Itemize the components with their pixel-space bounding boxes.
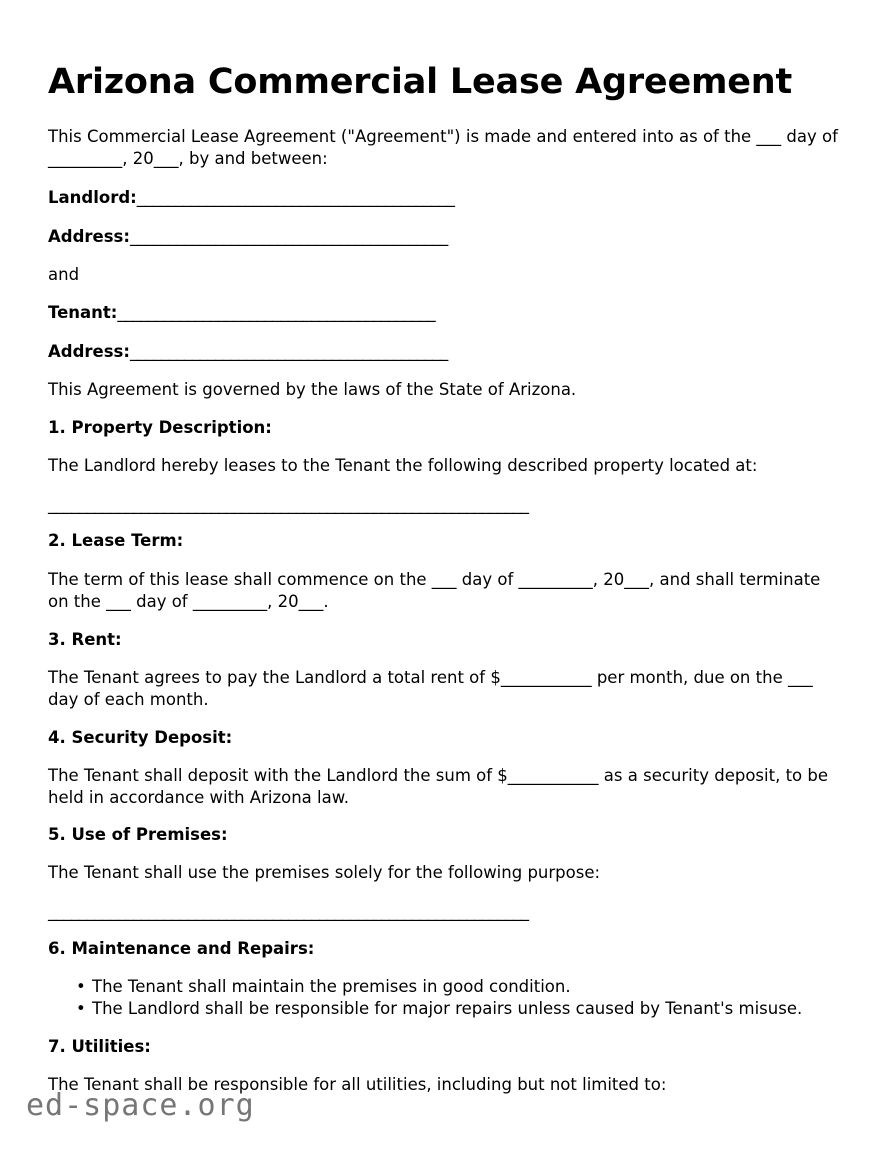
lease-term-body: The term of this lease shall commence on the ___ day of _________, 20___, and shall terminate on the ___ day of _________, 20___. <box>48 570 821 611</box>
section-heading-utilities: 7. Utilities: <box>48 1037 151 1056</box>
property-description-body: The Landlord hereby leases to the Tenant the following described property located at: <box>48 456 758 475</box>
landlord-label: Landlord: <box>48 188 137 207</box>
tenant-label: Tenant: <box>48 303 118 322</box>
security-deposit-body: The Tenant shall deposit with the Landlord the sum of $___________ as a security deposit, to be held in accordance with Arizona law. <box>48 766 829 807</box>
utilities-body: The Tenant shall be responsible for all utilities, including but not limited to: <box>48 1075 667 1094</box>
use-of-premises-body: The Tenant shall use the premises solely for the following purpose: <box>48 863 601 882</box>
tenant-address-label: Address: <box>48 342 130 361</box>
section-heading-maintenance-and-repairs: 6. Maintenance and Repairs: <box>48 939 315 958</box>
and-conjunction: and <box>48 265 80 284</box>
landlord-field-row <box>48 187 455 209</box>
list-item <box>48 976 802 998</box>
list-item <box>48 998 802 1020</box>
tenant-address-blank[interactable]: _________________________________________ <box>129 342 448 361</box>
tenant-blank[interactable]: _________________________________________ <box>117 303 436 322</box>
section-heading-rent: 3. Rent: <box>48 630 122 649</box>
tenant-field-row <box>48 302 435 324</box>
use-of-premises-blank-line[interactable]: ______________________________________________________________ <box>48 902 529 921</box>
section-heading-lease-term: 2. Lease Term: <box>48 531 184 550</box>
maintenance-bullet-list <box>48 976 802 1020</box>
bullet-point-icon: • <box>76 977 86 996</box>
list-item-label: The Landlord shall be responsible for major repairs unless caused by Tenant's misuse. <box>92 999 803 1018</box>
list-item-label: The Tenant shall maintain the premises in good condition. <box>92 977 571 996</box>
rent-body: The Tenant agrees to pay the Landlord a total rent of $___________ per month, due on the ___ day of each month. <box>48 668 813 709</box>
intro-paragraph: This Commercial Lease Agreement ("Agreement") is made and entered into as of the ___ day of _________, 20___, by and between: <box>48 127 838 168</box>
landlord-blank[interactable]: _________________________________________ <box>136 188 455 207</box>
bullet-point-icon: • <box>76 999 86 1018</box>
page-title: Arizona Commercial Lease Agreement <box>48 62 793 102</box>
landlord-address-label: Address: <box>48 227 130 246</box>
governing-law-paragraph: This Agreement is governed by the laws of the State of Arizona. <box>48 380 577 399</box>
property-description-blank-line[interactable]: ______________________________________________________________ <box>48 495 529 514</box>
section-heading-use-of-premises: 5. Use of Premises: <box>48 825 228 844</box>
site-watermark: ed-space.org <box>26 1088 255 1123</box>
section-heading-property-description: 1. Property Description: <box>48 418 272 437</box>
section-heading-security-deposit: 4. Security Deposit: <box>48 728 233 747</box>
tenant-address-field-row <box>48 341 448 363</box>
landlord-address-blank[interactable]: _________________________________________ <box>129 227 448 246</box>
landlord-address-field-row <box>48 226 448 248</box>
